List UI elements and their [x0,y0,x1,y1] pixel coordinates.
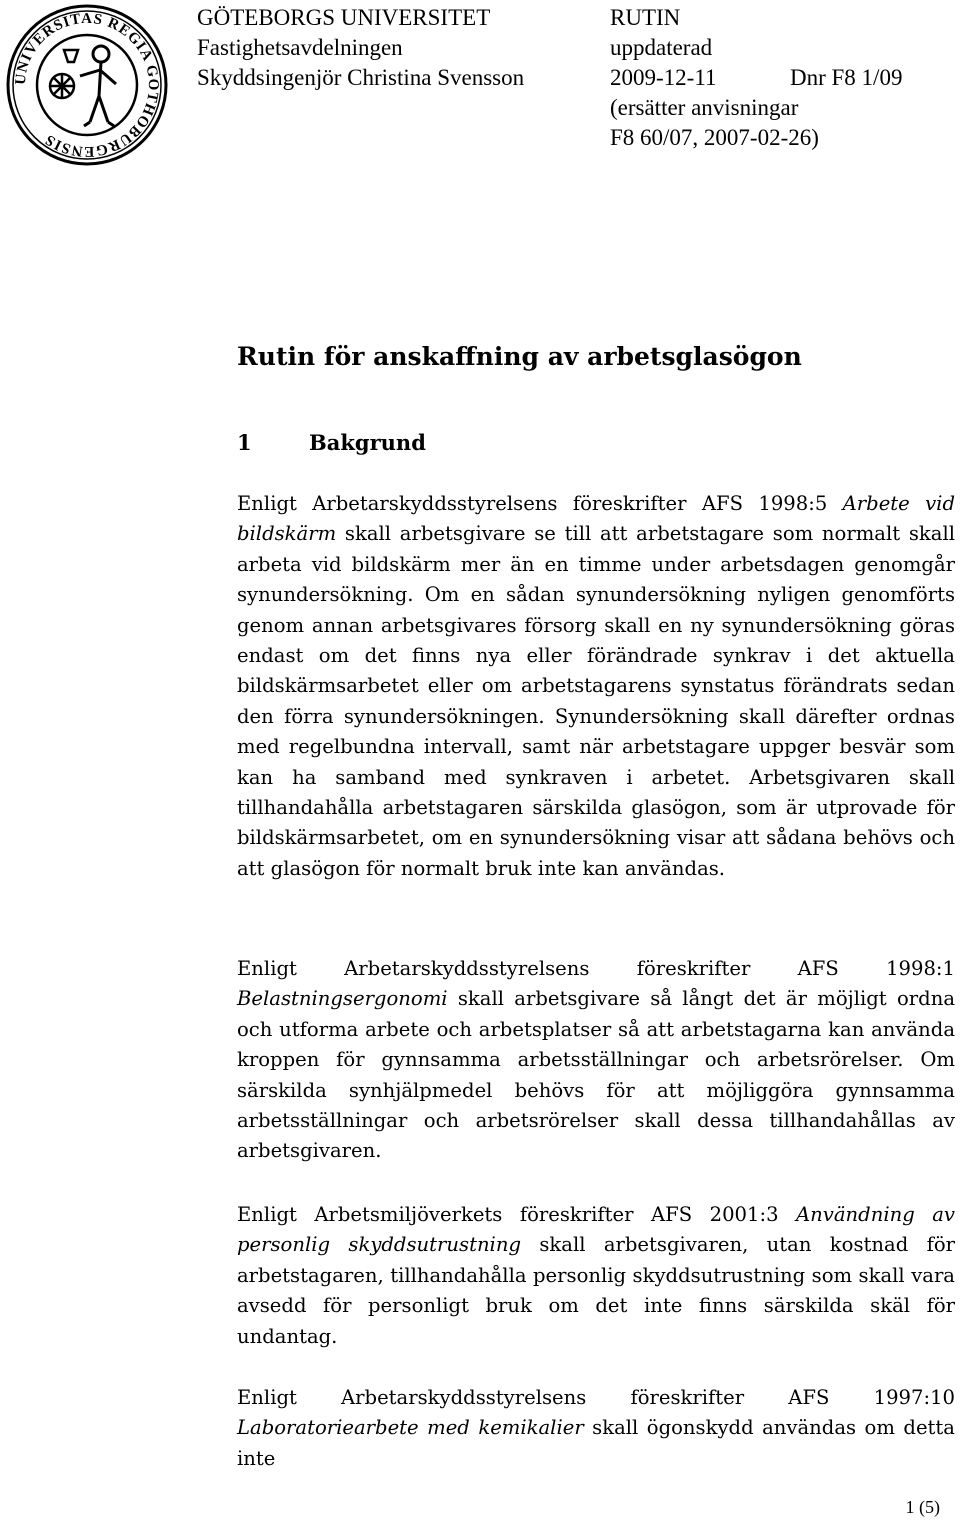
regulation-title: Användning av personlig skyddsutrustning [237,1203,955,1257]
registration-number: Dnr F8 1/09 [790,65,903,90]
author-name: Skyddsingenjör Christina Svensson [197,65,525,90]
paragraph-text: Enligt Arbetarskyddsstyrelsens föreskrifter AFS 1998:5 [237,492,843,515]
updated-label: uppdaterad [610,35,713,60]
document-type: RUTIN [610,5,681,30]
paragraph-text: skall arbetsgivaren, utan kostnad för arbetstagaren, tillhandahålla personlig skyddsutrustning som skall vara avsedd för personligt bruk om det inte finns särskilda skäl för undantag. [237,1233,956,1348]
replaces-note: (ersätter anvisningar [610,95,799,120]
paragraph-text: skall ögonskydd användas om detta inte [237,1416,955,1470]
university-seal [4,4,170,166]
regulation-title: Arbete vid bildskärm [237,492,955,546]
regulation-title: Laboratoriearbete med kemikalier [237,1416,584,1440]
page-number: 1 (5) [905,1497,940,1517]
paragraph-afs-1997-10 [237,1383,955,1474]
paragraph-afs-2001-3 [237,1200,955,1352]
paragraph-text: skall arbetsgivare så långt det är möjligt ordna och utforma arbete och arbetsplatser så att arbetstagarna kan använda kroppen för gynnsamma arbetsställningar och arbetsrörelser. Om särskilda synhjälpmedel behövs för att möjliggöra gynnsamma arbetsställningar och arbetsrörelser skall dessa tillhandahållas av arbetsgivaren. [237,987,955,1163]
organization-block [197,3,524,93]
replaces-reference: F8 60/07, 2007-02-26) [610,125,819,150]
paragraph-text: Enligt Arbetsmiljöverkets föreskrifter AFS 2001:3 [237,1203,797,1226]
university-name: GÖTEBORGS UNIVERSITET [197,5,491,30]
department-name: Fastighetsavdelningen [197,35,403,60]
paragraph-afs-1998-5 [237,489,955,884]
section-heading [237,430,426,455]
paragraph-afs-1998-1 [237,954,955,1167]
document-title: Rutin för anskaffning av arbetsglasögon [237,342,802,371]
updated-date: 2009-12-11 [610,65,717,90]
document-meta-block [610,3,819,153]
section-title: Bakgrund [309,430,426,455]
paragraph-text: skall arbetsgivare se till att arbetstagare som normalt skall arbeta vid bildskärm mer än en timme under arbetsdagen genomgår synundersökning. Om en sådan synundersökning nyligen genomförts genom annan arbetsgivares försorg skall en ny synundersökning göras endast om det finns nya eller förändrade synkrav i det aktuella bildskärmsarbetet eller om arbetstagarens synstatus förändrats sedan den förra synundersökningen. Synundersökning skall därefter ordnas med regelbundna intervall, samt när arbetstagare uppger besvär som kan ha samband med synkraven i arbetet. Arbetsgivaren skall tillhandahålla arbetstagaren särskilda glasögon, som är utprovade för bildskärmsarbetet, om en synundersökning visar att sådana behövs och att glasögon för normalt bruk inte kan användas. [237,522,955,880]
seal-text: UNIVERSITAS REGIA GOTHOBURGENSIS [12,10,162,160]
section-number: 1 [237,430,252,455]
paragraph-text: Enligt Arbetarskyddsstyrelsens föreskrifter AFS 1998:1 [237,957,955,980]
paragraph-text: Enligt Arbetarskyddsstyrelsens föreskrifter AFS 1997:10 [237,1386,955,1409]
regulation-title: Belastningsergonomi [237,987,448,1011]
